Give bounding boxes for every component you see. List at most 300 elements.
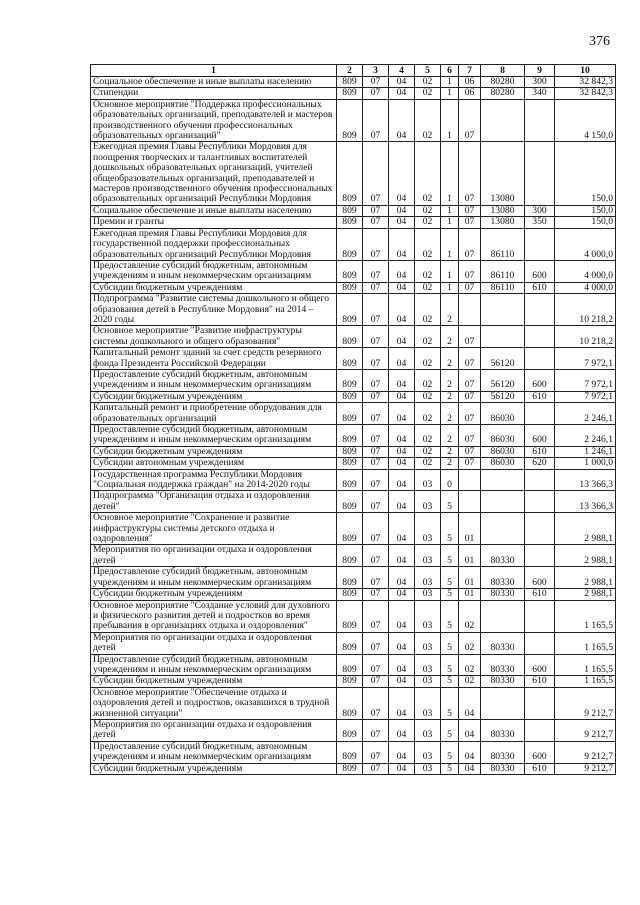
publisher-code-cell: 809 bbox=[337, 217, 363, 228]
program-cell: 03 bbox=[415, 632, 441, 654]
direction-cell: 56120 bbox=[481, 369, 525, 391]
row-name-cell: Основное мероприятие "Поддержка профессиональных образовательных организаций, преподавателей и мастеров производственного обучения профессиональных образовательных организаций" bbox=[91, 99, 337, 142]
expense-type-cell: 620 bbox=[525, 458, 555, 469]
direction-cell: 80280 bbox=[481, 88, 525, 99]
measure-cell: 02 bbox=[459, 654, 481, 676]
expense-type-cell bbox=[525, 326, 555, 348]
table-row bbox=[91, 348, 616, 370]
subsection-cell: 04 bbox=[389, 217, 415, 228]
subsection-cell: 04 bbox=[389, 369, 415, 391]
row-name-cell: Стипендии bbox=[91, 88, 337, 99]
subsection-cell: 04 bbox=[389, 513, 415, 545]
expense-type-cell: 600 bbox=[525, 260, 555, 282]
amount-cell: 9 212,7 bbox=[555, 719, 616, 741]
amount-cell: 4 000,0 bbox=[555, 282, 616, 293]
expense-type-cell: 300 bbox=[525, 205, 555, 216]
measure-cell: 07 bbox=[459, 99, 481, 142]
expense-type-cell bbox=[525, 513, 555, 545]
table-row bbox=[91, 294, 616, 326]
row-name-cell: Премии и гранты bbox=[91, 217, 337, 228]
measure-cell: 07 bbox=[459, 260, 481, 282]
program-cell: 02 bbox=[415, 348, 441, 370]
subprogram-cell: 5 bbox=[441, 567, 459, 589]
section-cell: 07 bbox=[363, 282, 389, 293]
publisher-code-cell: 809 bbox=[337, 369, 363, 391]
subsection-cell: 04 bbox=[389, 403, 415, 425]
program-cell: 03 bbox=[415, 654, 441, 676]
expense-type-cell bbox=[525, 719, 555, 741]
publisher-code-cell: 809 bbox=[337, 99, 363, 142]
amount-cell: 2 988,1 bbox=[555, 545, 616, 567]
table-row bbox=[91, 260, 616, 282]
program-cell: 02 bbox=[415, 403, 441, 425]
publisher-code-cell: 809 bbox=[337, 425, 363, 447]
direction-cell bbox=[481, 294, 525, 326]
section-cell: 07 bbox=[363, 326, 389, 348]
column-header: 2 bbox=[337, 65, 363, 77]
expense-type-cell bbox=[525, 687, 555, 719]
measure-cell: 02 bbox=[459, 676, 481, 687]
expense-type-cell bbox=[525, 632, 555, 654]
table-row bbox=[91, 632, 616, 654]
measure-cell: 07 bbox=[459, 391, 481, 402]
direction-cell: 80330 bbox=[481, 719, 525, 741]
publisher-code-cell: 809 bbox=[337, 545, 363, 567]
amount-cell: 13 366,3 bbox=[555, 491, 616, 513]
amount-cell: 4 000,0 bbox=[555, 260, 616, 282]
subprogram-cell: 5 bbox=[441, 654, 459, 676]
program-cell: 03 bbox=[415, 719, 441, 741]
row-name-cell: Предоставление субсидий бюджетным, автономным учреждениям и иным некоммерческим организациям bbox=[91, 369, 337, 391]
direction-cell: 80330 bbox=[481, 632, 525, 654]
measure-cell: 01 bbox=[459, 545, 481, 567]
subprogram-cell: 1 bbox=[441, 217, 459, 228]
subsection-cell: 04 bbox=[389, 282, 415, 293]
amount-cell: 2 246,1 bbox=[555, 425, 616, 447]
measure-cell: 07 bbox=[459, 348, 481, 370]
section-cell: 07 bbox=[363, 763, 389, 774]
amount-cell: 1 165,5 bbox=[555, 600, 616, 632]
direction-cell: 80330 bbox=[481, 589, 525, 600]
direction-cell: 80330 bbox=[481, 763, 525, 774]
publisher-code-cell: 809 bbox=[337, 567, 363, 589]
program-cell: 03 bbox=[415, 600, 441, 632]
direction-cell: 86030 bbox=[481, 458, 525, 469]
row-name-cell: Социальное обеспечение и иные выплаты населению bbox=[91, 205, 337, 216]
subsection-cell: 04 bbox=[389, 205, 415, 216]
row-name-cell: Предоставление субсидий бюджетным, автономным учреждениям и иным некоммерческим организациям bbox=[91, 567, 337, 589]
program-cell: 03 bbox=[415, 676, 441, 687]
row-name-cell: Ежегодная премия Главы Республики Мордовия для поощрения творческих и талантливых воспитателей дошкольных образовательных организаций, учителей общеобразовательных организаций, преподавателей и мастеров производственного обучения профессиональных образовательных организаций Республики Мордовия bbox=[91, 142, 337, 205]
section-cell: 07 bbox=[363, 719, 389, 741]
amount-cell: 4 000,0 bbox=[555, 228, 616, 260]
table-row bbox=[91, 469, 616, 491]
program-cell: 02 bbox=[415, 294, 441, 326]
amount-cell: 32 842,3 bbox=[555, 88, 616, 99]
row-name-cell: Социальное обеспечение и иные выплаты населению bbox=[91, 77, 337, 88]
program-cell: 03 bbox=[415, 469, 441, 491]
subsection-cell: 04 bbox=[389, 545, 415, 567]
subprogram-cell: 5 bbox=[441, 600, 459, 632]
amount-cell: 9 212,7 bbox=[555, 763, 616, 774]
publisher-code-cell: 809 bbox=[337, 228, 363, 260]
row-name-cell: Субсидии бюджетным учреждениям bbox=[91, 589, 337, 600]
table-row bbox=[91, 741, 616, 763]
subprogram-cell: 5 bbox=[441, 676, 459, 687]
section-cell: 07 bbox=[363, 391, 389, 402]
subprogram-cell: 1 bbox=[441, 142, 459, 205]
expense-type-cell: 610 bbox=[525, 282, 555, 293]
subprogram-cell: 5 bbox=[441, 632, 459, 654]
table-body bbox=[91, 77, 616, 775]
direction-cell: 80280 bbox=[481, 77, 525, 88]
row-name-cell: Субсидии автономным учреждениям bbox=[91, 458, 337, 469]
publisher-code-cell: 809 bbox=[337, 632, 363, 654]
program-cell: 02 bbox=[415, 228, 441, 260]
section-cell: 07 bbox=[363, 567, 389, 589]
subsection-cell: 04 bbox=[389, 654, 415, 676]
row-name-cell: Субсидии бюджетным учреждениям bbox=[91, 676, 337, 687]
table-row bbox=[91, 403, 616, 425]
subprogram-cell: 1 bbox=[441, 88, 459, 99]
program-cell: 02 bbox=[415, 369, 441, 391]
program-cell: 02 bbox=[415, 282, 441, 293]
row-name-cell: Капитальный ремонт и приобретение оборудования для образовательных организаций bbox=[91, 403, 337, 425]
amount-cell: 7 972,1 bbox=[555, 348, 616, 370]
section-cell: 07 bbox=[363, 446, 389, 457]
section-cell: 07 bbox=[363, 425, 389, 447]
subsection-cell: 04 bbox=[389, 763, 415, 774]
measure-cell: 07 bbox=[459, 458, 481, 469]
header-row bbox=[91, 65, 616, 77]
publisher-code-cell: 809 bbox=[337, 348, 363, 370]
section-cell: 07 bbox=[363, 491, 389, 513]
expense-type-cell: 600 bbox=[525, 369, 555, 391]
publisher-code-cell: 809 bbox=[337, 654, 363, 676]
publisher-code-cell: 809 bbox=[337, 589, 363, 600]
row-name-cell: Основное мероприятие "Сохранение и развитие инфраструктуры системы детского отдыха и оздоровления" bbox=[91, 513, 337, 545]
program-cell: 02 bbox=[415, 458, 441, 469]
amount-cell: 7 972,1 bbox=[555, 369, 616, 391]
column-header: 4 bbox=[389, 65, 415, 77]
table-header bbox=[91, 65, 616, 77]
row-name-cell: Субсидии бюджетным учреждениям bbox=[91, 282, 337, 293]
measure-cell: 02 bbox=[459, 600, 481, 632]
table-row bbox=[91, 676, 616, 687]
program-cell: 02 bbox=[415, 326, 441, 348]
direction-cell: 13080 bbox=[481, 217, 525, 228]
section-cell: 07 bbox=[363, 205, 389, 216]
measure-cell: 07 bbox=[459, 446, 481, 457]
table-row bbox=[91, 600, 616, 632]
direction-cell: 80330 bbox=[481, 741, 525, 763]
table-row bbox=[91, 763, 616, 774]
publisher-code-cell: 809 bbox=[337, 458, 363, 469]
table-row bbox=[91, 282, 616, 293]
expense-type-cell bbox=[525, 294, 555, 326]
measure-cell: 07 bbox=[459, 369, 481, 391]
subprogram-cell: 2 bbox=[441, 458, 459, 469]
subsection-cell: 04 bbox=[389, 676, 415, 687]
publisher-code-cell: 809 bbox=[337, 676, 363, 687]
table-row bbox=[91, 228, 616, 260]
program-cell: 02 bbox=[415, 260, 441, 282]
publisher-code-cell: 809 bbox=[337, 77, 363, 88]
table-row bbox=[91, 458, 616, 469]
row-name-cell: Капитальный ремонт зданий за счет средств резервного фонда Президента Российской Федерации bbox=[91, 348, 337, 370]
subsection-cell: 04 bbox=[389, 600, 415, 632]
row-name-cell: Подпрограмма "Организация отдыха и оздоровления детей" bbox=[91, 491, 337, 513]
publisher-code-cell: 809 bbox=[337, 294, 363, 326]
table-row bbox=[91, 687, 616, 719]
subsection-cell: 04 bbox=[389, 142, 415, 205]
measure-cell: 07 bbox=[459, 326, 481, 348]
table-row bbox=[91, 99, 616, 142]
measure-cell bbox=[459, 469, 481, 491]
expense-type-cell bbox=[525, 600, 555, 632]
measure-cell: 07 bbox=[459, 425, 481, 447]
amount-cell: 7 972,1 bbox=[555, 391, 616, 402]
budget-table bbox=[90, 64, 616, 775]
subsection-cell: 04 bbox=[389, 491, 415, 513]
row-name-cell: Субсидии бюджетным учреждениям bbox=[91, 391, 337, 402]
subsection-cell: 04 bbox=[389, 719, 415, 741]
table-row bbox=[91, 369, 616, 391]
direction-cell: 13080 bbox=[481, 205, 525, 216]
subprogram-cell: 5 bbox=[441, 589, 459, 600]
subprogram-cell: 5 bbox=[441, 491, 459, 513]
program-cell: 02 bbox=[415, 391, 441, 402]
section-cell: 07 bbox=[363, 687, 389, 719]
column-header: 10 bbox=[555, 65, 616, 77]
subprogram-cell: 5 bbox=[441, 545, 459, 567]
publisher-code-cell: 809 bbox=[337, 260, 363, 282]
publisher-code-cell: 809 bbox=[337, 513, 363, 545]
direction-cell bbox=[481, 326, 525, 348]
program-cell: 02 bbox=[415, 425, 441, 447]
expense-type-cell bbox=[525, 228, 555, 260]
measure-cell: 04 bbox=[459, 719, 481, 741]
section-cell: 07 bbox=[363, 348, 389, 370]
subsection-cell: 04 bbox=[389, 687, 415, 719]
subsection-cell: 04 bbox=[389, 228, 415, 260]
section-cell: 07 bbox=[363, 632, 389, 654]
program-cell: 02 bbox=[415, 446, 441, 457]
expense-type-cell: 610 bbox=[525, 676, 555, 687]
expense-type-cell bbox=[525, 545, 555, 567]
direction-cell bbox=[481, 491, 525, 513]
table-row bbox=[91, 491, 616, 513]
table-row bbox=[91, 142, 616, 205]
expense-type-cell bbox=[525, 348, 555, 370]
table-row bbox=[91, 719, 616, 741]
expense-type-cell bbox=[525, 491, 555, 513]
section-cell: 07 bbox=[363, 654, 389, 676]
subsection-cell: 04 bbox=[389, 425, 415, 447]
subprogram-cell: 2 bbox=[441, 294, 459, 326]
expense-type-cell bbox=[525, 142, 555, 205]
table-row bbox=[91, 77, 616, 88]
publisher-code-cell: 809 bbox=[337, 600, 363, 632]
program-cell: 03 bbox=[415, 763, 441, 774]
expense-type-cell: 600 bbox=[525, 425, 555, 447]
table-row bbox=[91, 446, 616, 457]
row-name-cell: Мероприятия по организации отдыха и оздоровления детей bbox=[91, 632, 337, 654]
subsection-cell: 04 bbox=[389, 260, 415, 282]
table-row bbox=[91, 425, 616, 447]
subprogram-cell: 2 bbox=[441, 403, 459, 425]
direction-cell: 80330 bbox=[481, 545, 525, 567]
expense-type-cell: 610 bbox=[525, 446, 555, 457]
direction-cell: 56120 bbox=[481, 391, 525, 402]
subprogram-cell: 5 bbox=[441, 741, 459, 763]
section-cell: 07 bbox=[363, 513, 389, 545]
amount-cell: 1 165,5 bbox=[555, 654, 616, 676]
direction-cell bbox=[481, 99, 525, 142]
subprogram-cell: 2 bbox=[441, 369, 459, 391]
table-row bbox=[91, 205, 616, 216]
row-name-cell: Субсидии бюджетным учреждениям bbox=[91, 763, 337, 774]
publisher-code-cell: 809 bbox=[337, 719, 363, 741]
direction-cell bbox=[481, 513, 525, 545]
section-cell: 07 bbox=[363, 77, 389, 88]
direction-cell: 86110 bbox=[481, 282, 525, 293]
amount-cell: 150,0 bbox=[555, 205, 616, 216]
measure-cell: 07 bbox=[459, 228, 481, 260]
subsection-cell: 04 bbox=[389, 741, 415, 763]
expense-type-cell: 600 bbox=[525, 741, 555, 763]
program-cell: 03 bbox=[415, 567, 441, 589]
expense-type-cell bbox=[525, 403, 555, 425]
subprogram-cell: 2 bbox=[441, 446, 459, 457]
table-row bbox=[91, 88, 616, 99]
column-header: 5 bbox=[415, 65, 441, 77]
expense-type-cell bbox=[525, 469, 555, 491]
direction-cell: 86030 bbox=[481, 403, 525, 425]
amount-cell: 1 165,5 bbox=[555, 676, 616, 687]
amount-cell: 1 246,1 bbox=[555, 446, 616, 457]
table-row bbox=[91, 654, 616, 676]
subsection-cell: 04 bbox=[389, 99, 415, 142]
subsection-cell: 04 bbox=[389, 589, 415, 600]
publisher-code-cell: 809 bbox=[337, 326, 363, 348]
expense-type-cell: 610 bbox=[525, 763, 555, 774]
section-cell: 07 bbox=[363, 600, 389, 632]
measure-cell: 07 bbox=[459, 217, 481, 228]
column-header: 6 bbox=[441, 65, 459, 77]
section-cell: 07 bbox=[363, 99, 389, 142]
section-cell: 07 bbox=[363, 142, 389, 205]
expense-type-cell: 340 bbox=[525, 88, 555, 99]
amount-cell: 150,0 bbox=[555, 217, 616, 228]
subprogram-cell: 2 bbox=[441, 391, 459, 402]
subprogram-cell: 5 bbox=[441, 513, 459, 545]
program-cell: 03 bbox=[415, 513, 441, 545]
row-name-cell: Подпрограмма "Развитие системы дошкольного и общего образования детей в Республике Мордовия" на 2014 – 2020 годы bbox=[91, 294, 337, 326]
program-cell: 02 bbox=[415, 205, 441, 216]
column-header: 3 bbox=[363, 65, 389, 77]
section-cell: 07 bbox=[363, 88, 389, 99]
publisher-code-cell: 809 bbox=[337, 469, 363, 491]
measure-cell: 07 bbox=[459, 282, 481, 293]
expense-type-cell: 600 bbox=[525, 567, 555, 589]
program-cell: 02 bbox=[415, 99, 441, 142]
publisher-code-cell: 809 bbox=[337, 205, 363, 216]
measure-cell: 01 bbox=[459, 567, 481, 589]
amount-cell: 1 000,0 bbox=[555, 458, 616, 469]
subprogram-cell: 1 bbox=[441, 282, 459, 293]
subprogram-cell: 2 bbox=[441, 425, 459, 447]
subprogram-cell: 1 bbox=[441, 260, 459, 282]
program-cell: 02 bbox=[415, 77, 441, 88]
publisher-code-cell: 809 bbox=[337, 491, 363, 513]
program-cell: 03 bbox=[415, 741, 441, 763]
amount-cell: 1 165,5 bbox=[555, 632, 616, 654]
subprogram-cell: 5 bbox=[441, 687, 459, 719]
subsection-cell: 04 bbox=[389, 567, 415, 589]
program-cell: 03 bbox=[415, 687, 441, 719]
publisher-code-cell: 809 bbox=[337, 403, 363, 425]
table-row bbox=[91, 545, 616, 567]
program-cell: 02 bbox=[415, 88, 441, 99]
direction-cell: 56120 bbox=[481, 348, 525, 370]
subsection-cell: 04 bbox=[389, 391, 415, 402]
subprogram-cell: 5 bbox=[441, 719, 459, 741]
subprogram-cell: 1 bbox=[441, 99, 459, 142]
subprogram-cell: 1 bbox=[441, 77, 459, 88]
row-name-cell: Ежегодная премия Главы Республики Мордовия для государственной поддержки профессиональных образовательных организаций Республики Мордовия bbox=[91, 228, 337, 260]
amount-cell: 4 150,0 bbox=[555, 99, 616, 142]
expense-type-cell: 610 bbox=[525, 589, 555, 600]
section-cell: 07 bbox=[363, 545, 389, 567]
table-row bbox=[91, 217, 616, 228]
expense-type-cell: 600 bbox=[525, 654, 555, 676]
subprogram-cell: 5 bbox=[441, 763, 459, 774]
section-cell: 07 bbox=[363, 469, 389, 491]
subprogram-cell: 0 bbox=[441, 469, 459, 491]
direction-cell: 80330 bbox=[481, 676, 525, 687]
column-header: 9 bbox=[525, 65, 555, 77]
row-name-cell: Предоставление субсидий бюджетным, автономным учреждениям и иным некоммерческим организациям bbox=[91, 741, 337, 763]
row-name-cell: Предоставление субсидий бюджетным, автономным учреждениям и иным некоммерческим организациям bbox=[91, 654, 337, 676]
direction-cell: 86030 bbox=[481, 446, 525, 457]
amount-cell: 2 988,1 bbox=[555, 513, 616, 545]
table-row bbox=[91, 567, 616, 589]
section-cell: 07 bbox=[363, 589, 389, 600]
measure-cell: 07 bbox=[459, 142, 481, 205]
measure-cell: 04 bbox=[459, 763, 481, 774]
expense-type-cell: 610 bbox=[525, 391, 555, 402]
measure-cell: 04 bbox=[459, 741, 481, 763]
expense-type-cell bbox=[525, 99, 555, 142]
amount-cell: 32 842,3 bbox=[555, 77, 616, 88]
row-name-cell: Предоставление субсидий бюджетным, автономным учреждениям и иным некоммерческим организациям bbox=[91, 260, 337, 282]
section-cell: 07 bbox=[363, 676, 389, 687]
publisher-code-cell: 809 bbox=[337, 282, 363, 293]
program-cell: 03 bbox=[415, 589, 441, 600]
row-name-cell: Мероприятия по организации отдыха и оздоровления детей bbox=[91, 719, 337, 741]
amount-cell: 2 988,1 bbox=[555, 567, 616, 589]
subsection-cell: 04 bbox=[389, 632, 415, 654]
section-cell: 07 bbox=[363, 369, 389, 391]
measure-cell: 06 bbox=[459, 88, 481, 99]
subsection-cell: 04 bbox=[389, 326, 415, 348]
section-cell: 07 bbox=[363, 217, 389, 228]
amount-cell: 10 218,2 bbox=[555, 294, 616, 326]
direction-cell bbox=[481, 687, 525, 719]
row-name-cell: Основное мероприятие "Создание условий для духовного и физического развития детей и подростков во время пребывания в организациях отдыха и оздоровления" bbox=[91, 600, 337, 632]
publisher-code-cell: 809 bbox=[337, 142, 363, 205]
